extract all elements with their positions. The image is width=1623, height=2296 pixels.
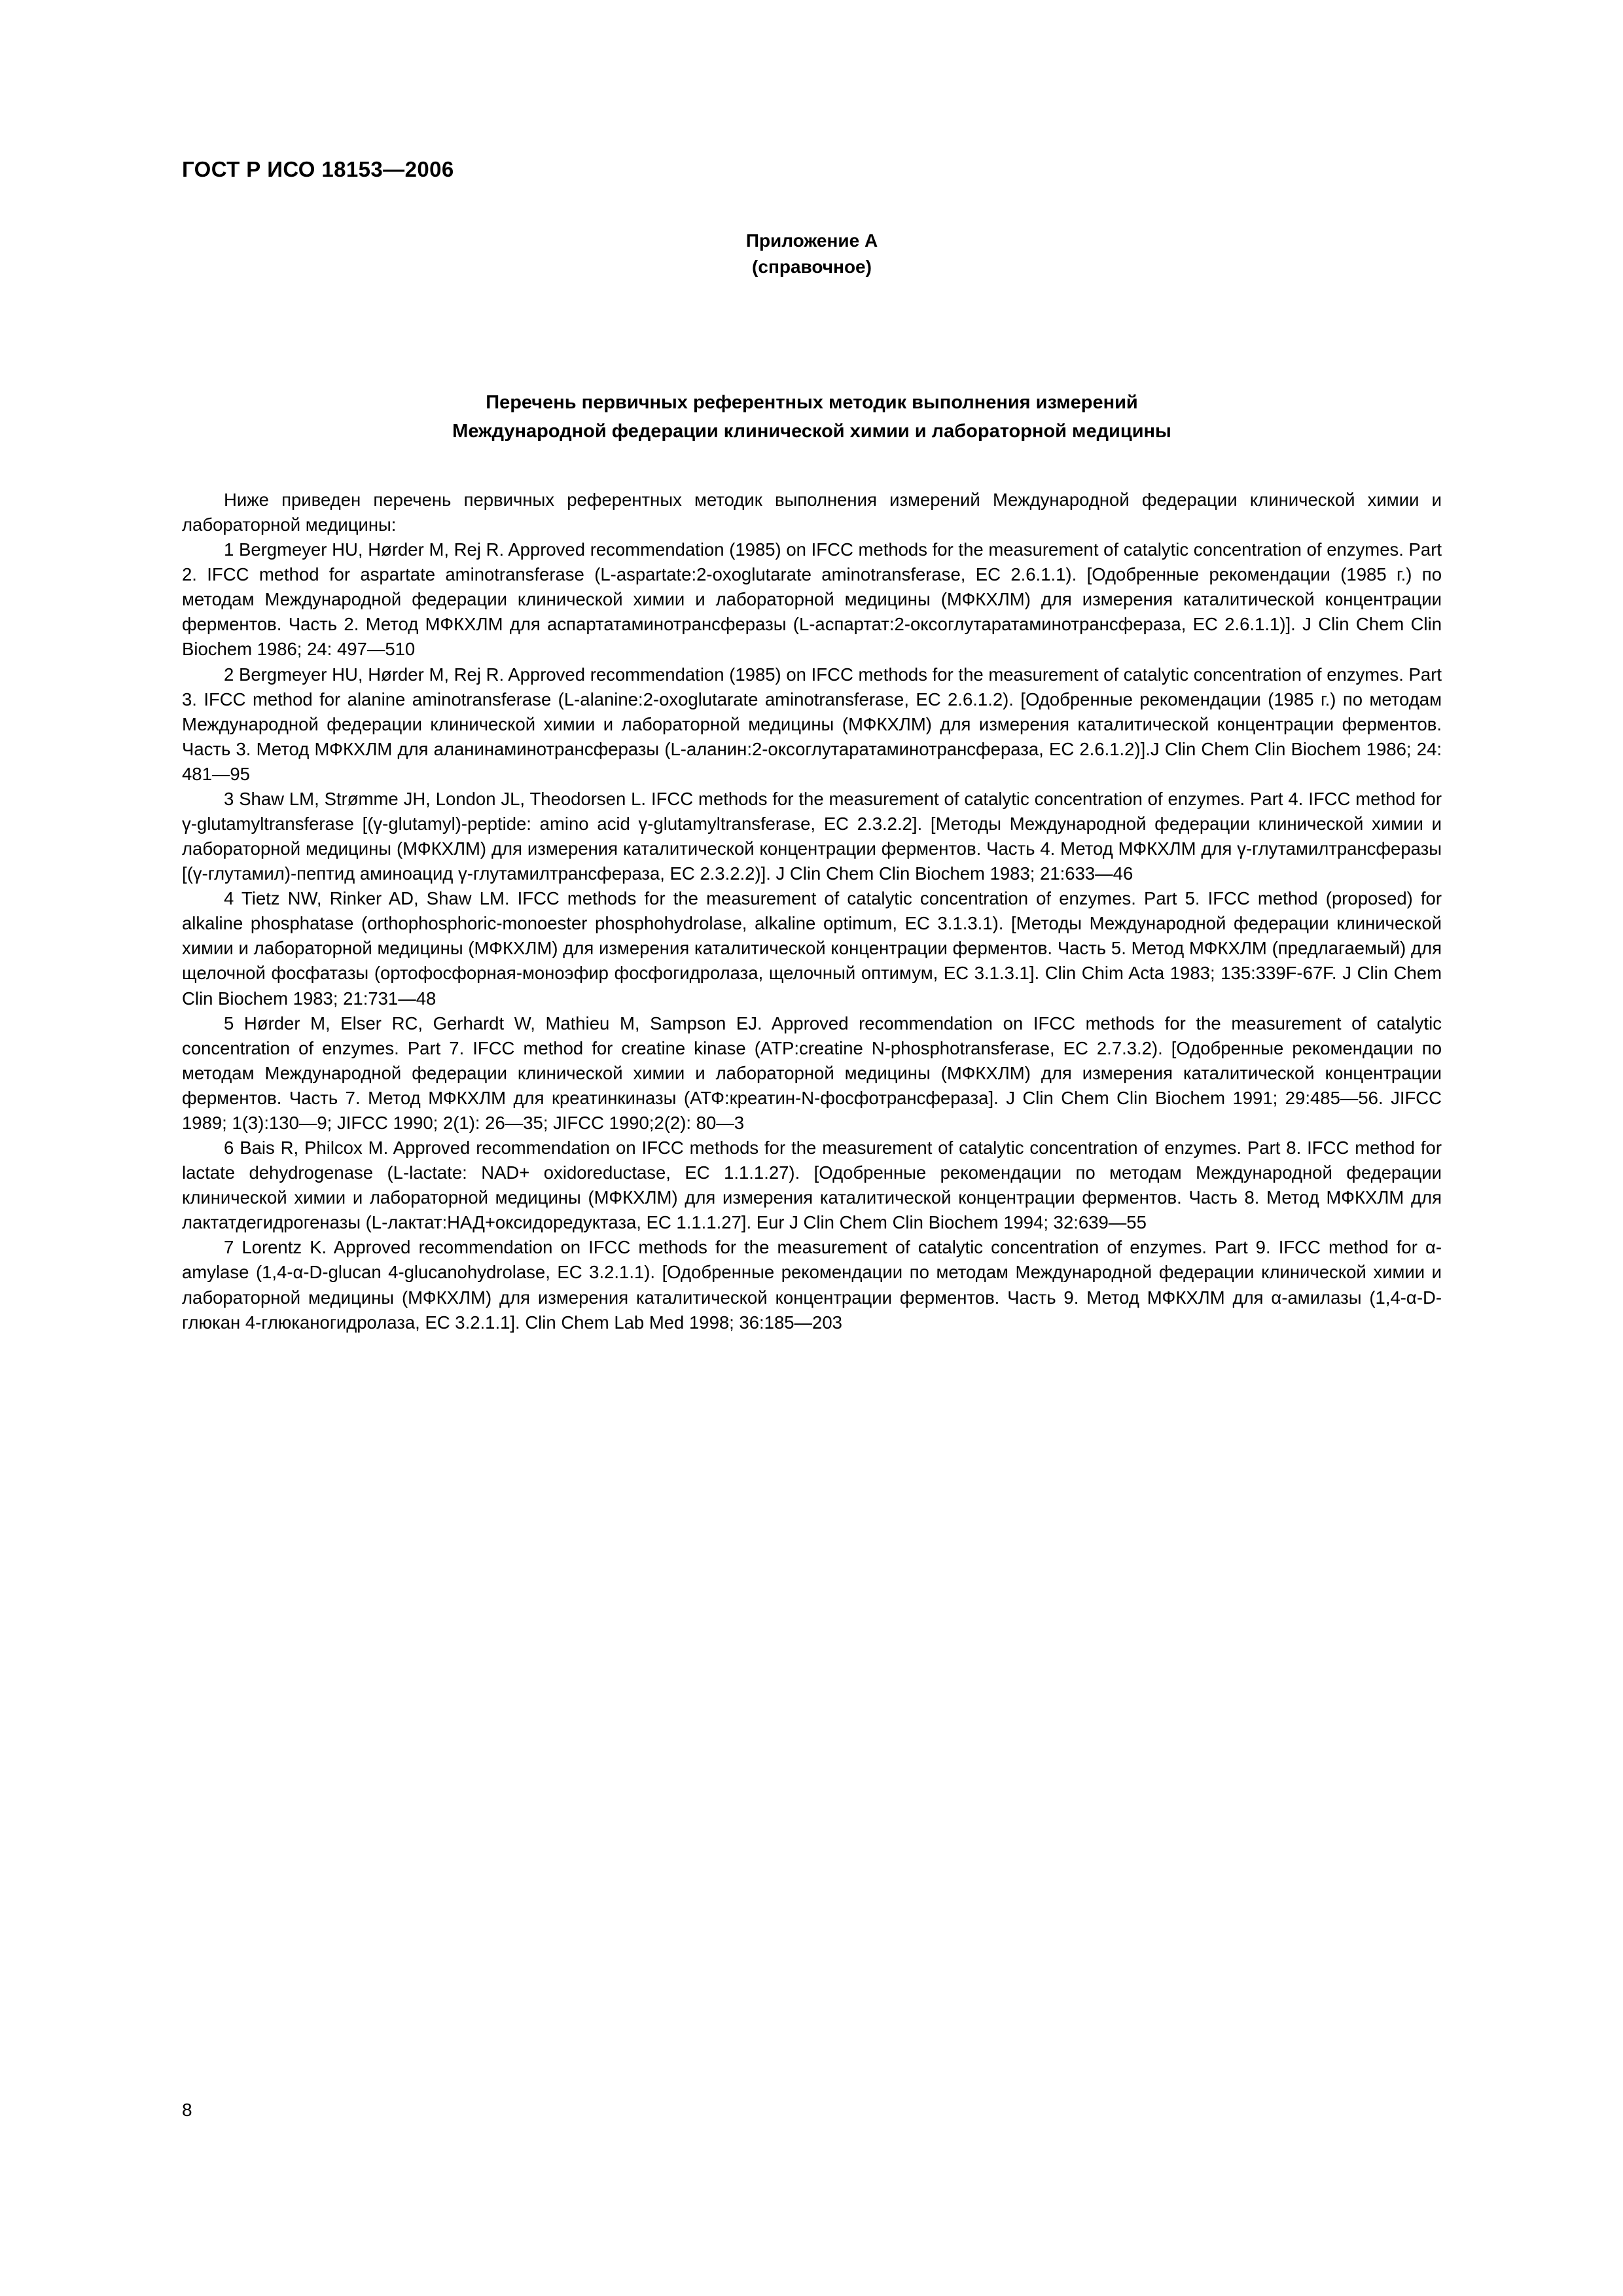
annex-title-line1: Перечень первичных референтных методик выполнения измерений [486,392,1138,413]
reference-entry-4: 4 Tietz NW, Rinker AD, Shaw LM. IFCC methods for the measurement of catalytic concentration of enzymes. Part 5. IFCC method (proposed) for alkaline phosphatase (orthophosphoric-monoester phosphohydrolase, alkaline optimum, EC 3.1.3.1). [Методы Международной федерации клинической химии и лабораторной медицины (МФКХЛМ) для измерения каталитической концентрации ферментов. Часть 5. Метод МФКХЛМ (предлагаемый) для щелочной фосфатазы (ортофосфорная-моноэфир фосфогидролаза, щелочный оптимум, EC 3.1.3.1]. Clin Chim Acta 1983; 135:339F-67F. J Clin Chem Clin Biochem 1983; 21:731—48 [182,888,1442,1009]
annex-title [182,389,1442,446]
intro-paragraph: Ниже приведен перечень первичных референтных методик выполнения измерений Международной федерации клинической химии и лабораторной медицины: [182,490,1442,535]
page-number: 8 [182,2100,192,2120]
reference-entry-5: 5 Hørder M, Elser RC, Gerhardt W, Mathieu M, Sampson EJ. Approved recommendation on IFCC methods for the measurement of catalytic concentration of enzymes. Part 7. IFCC method for creatine kinase (ATP:creatine N-phosphotransferase, EC 2.7.3.2). [Одобренные рекомендации по методам Международной федерации клинической химии и лабораторной медицины (МФКХЛМ) для измерения каталитической концентрации ферментов. Часть 7. Метод МФКХЛМ для креатинкиназы (АТФ:креатин-N-фосфотрансфераза]. J Clin Chem Clin Biochem 1991; 29:485—56. JIFCC 1989; 1(3):130—9; JIFCC 1990; 2(1): 26—35; JIFCC 1990;2(2): 80—3 [182,1013,1442,1133]
annex-type: (справочное) [752,256,872,277]
reference-entry-2: 2 Bergmeyer HU, Hørder M, Rej R. Approved recommendation (1985) on IFCC methods for the measurement of catalytic concentration of enzymes. Part 3. IFCC method for alanine aminotransferase (L-alanine:2-oxoglutarate aminotransferase, EC 2.6.1.2). [Одобренные рекомендации (1985 г.) по методам Международной федерации клинической химии и лабораторной медицины (МФКХЛМ) для измерения каталитической концентрации ферментов. Часть 3. Метод МФКХЛМ для аланинаминотрансферазы (L-аланин:2-оксоглутаратаминотрансфераза, EC 2.6.1.2)].J Clin Chem Clin Biochem 1986; 24: 481—95 [182,664,1442,784]
annex-title-line2: Международной федерации клинической химии и лабораторной медицины [452,420,1171,442]
reference-entry-7: 7 Lorentz K. Approved recommendation on IFCC methods for the measurement of catalytic concentration of enzymes. Part 9. IFCC method for α-amylase (1,4-α-D-glucan 4-glucanohydrolase, EC 3.2.1.1). [Одобренные рекомендации по методам Международной федерации клинической химии и лабораторной медицины (МФКХЛМ) для измерения каталитической концентрации ферментов. Часть 9. Метод МФКХЛМ для α-амилазы (1,4-α-D-глюкан 4-глюканогидролаза, EC 3.2.1.1]. Clin Chem Lab Med 1998; 36:185—203 [182,1237,1442,1333]
body-text [182,488,1442,1335]
annex-label: Приложение А [745,230,878,251]
reference-entry-1: 1 Bergmeyer HU, Hørder M, Rej R. Approved recommendation (1985) on IFCC methods for the measurement of catalytic concentration of enzymes. Part 2. IFCC method for aspartate aminotransferase (L-aspartate:2-oxoglutarate aminotransferase, EC 2.6.1.1). [Одобренные рекомендации (1985 г.) по методам Международной федерации клинической химии и лабораторной медицины (МФКХЛМ) для измерения каталитической концентрации ферментов. Часть 2. Метод МФКХЛМ для аспартатаминотрансферазы (L-аспартат:2-оксоглутаратаминотрансфераза, EC 2.6.1.1)]. J Clin Chem Clin Biochem 1986; 24: 497—510 [182,539,1442,660]
annex-heading [182,228,1442,280]
reference-entry-6: 6 Bais R, Philcox M. Approved recommendation on IFCC methods for the measurement of catalytic concentration of enzymes. Part 8. IFCC method for lactate dehydrogenase (L-lactate: NAD+ oxidoreductase, EC 1.1.1.27). [Одобренные рекомендации по методам Международной федерации клинической химии и лабораторной медицины (МФКХЛМ) для измерения каталитической концентрации ферментов. Часть 8. Метод МФКХЛМ для лактатдегидрогеназы (L-лактат:НАД+оксидоредуктаза, EC 1.1.1.27]. Eur J Clin Chem Clin Biochem 1994; 32:639—55 [182,1138,1442,1233]
reference-entry-3: 3 Shaw LM, Strømme JH, London JL, Theodorsen L. IFCC methods for the measurement of catalytic concentration of enzymes. Part 4. IFCC method for γ-glutamyltransferase [(γ-glutamyl)-peptide: amino acid γ-glutamyltransferase, EC 2.3.2.2]. [Методы Международной федерации клинической химии и лабораторной медицины (МФКХЛМ) для измерения каталитической концентрации ферментов. Часть 4. Метод МФКХЛМ для γ-глутамилтрансферазы [(γ-глутамил)-пептид аминоацид γ-глутамилтрансфераза, EC 2.3.2.2)]. J Clin Chem Clin Biochem 1983; 21:633—46 [182,788,1442,884]
document-header: ГОСТ Р ИСО 18153—2006 [182,157,454,181]
